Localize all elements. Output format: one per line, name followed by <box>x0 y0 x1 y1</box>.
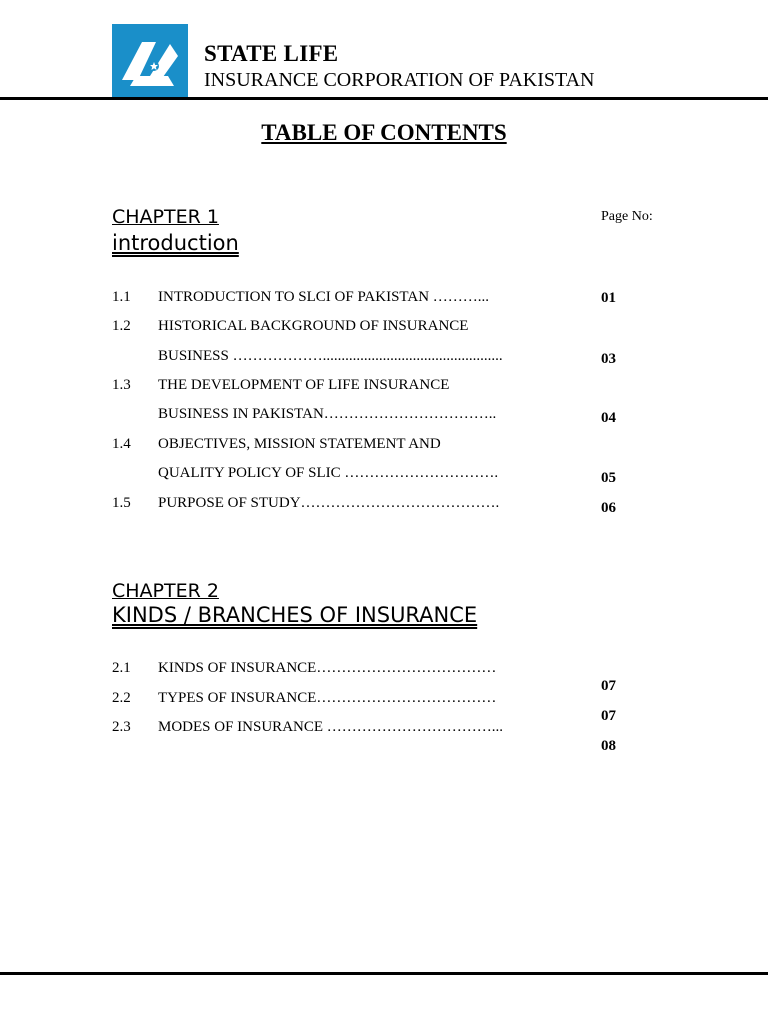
toc-item-number: 2.3 <box>112 719 131 735</box>
toc-item-text: PURPOSE OF STUDY…………………………………. <box>158 495 500 511</box>
chapter-1-title: introduction <box>112 231 239 255</box>
toc-item-text-continued: BUSINESS ………………................................................ <box>158 348 503 364</box>
toc-item-text: HISTORICAL BACKGROUND OF INSURANCE <box>158 318 469 334</box>
toc-item-page: 07 <box>601 678 616 694</box>
toc-item-text: THE DEVELOPMENT OF LIFE INSURANCE <box>158 377 450 393</box>
toc-item-number: 1.1 <box>112 289 131 305</box>
toc-item-text: MODES OF INSURANCE ……………………………... <box>158 719 504 735</box>
toc-item-text-continued: BUSINESS IN PAKISTAN…………………………….. <box>158 406 497 422</box>
toc-item-page: 04 <box>601 410 616 426</box>
toc-item-text: TYPES OF INSURANCE……………………………… <box>158 690 497 706</box>
toc-item-number: 1.3 <box>112 377 131 393</box>
toc-item-page: 06 <box>601 500 616 516</box>
toc-item-text-continued: QUALITY POLICY OF SLIC …………………………. <box>158 465 499 481</box>
toc-item-page: 07 <box>601 708 616 724</box>
toc-item-number: 1.4 <box>112 436 131 452</box>
org-subtitle: INSURANCE CORPORATION OF PAKISTAN <box>204 69 595 91</box>
page-title: TABLE OF CONTENTS <box>261 120 507 145</box>
chapter-2-title: KINDS / BRANCHES OF INSURANCE <box>112 603 478 627</box>
toc-item-page: 05 <box>601 470 616 486</box>
page-no-label: Page No: <box>601 209 653 224</box>
toc-item-page: 01 <box>601 290 616 306</box>
state-life-logo-icon <box>112 24 188 98</box>
header-divider <box>0 97 768 100</box>
toc-item-number: 2.1 <box>112 660 131 676</box>
toc-item-number: 1.5 <box>112 495 131 511</box>
toc-item-page: 08 <box>601 738 616 754</box>
toc-item-number: 1.2 <box>112 318 131 334</box>
toc-item-text: INTRODUCTION TO SLCI OF PAKISTAN ………... <box>158 289 490 305</box>
chapter-2-label: CHAPTER 2 <box>112 580 219 602</box>
toc-item-page: 03 <box>601 351 616 367</box>
toc-item-number: 2.2 <box>112 690 131 706</box>
footer-divider <box>0 972 768 975</box>
toc-item-text: OBJECTIVES, MISSION STATEMENT AND <box>158 436 441 452</box>
toc-item-text: KINDS OF INSURANCE……………………………… <box>158 660 497 676</box>
org-name: STATE LIFE <box>204 41 339 66</box>
chapter-1-label: CHAPTER 1 <box>112 206 219 228</box>
